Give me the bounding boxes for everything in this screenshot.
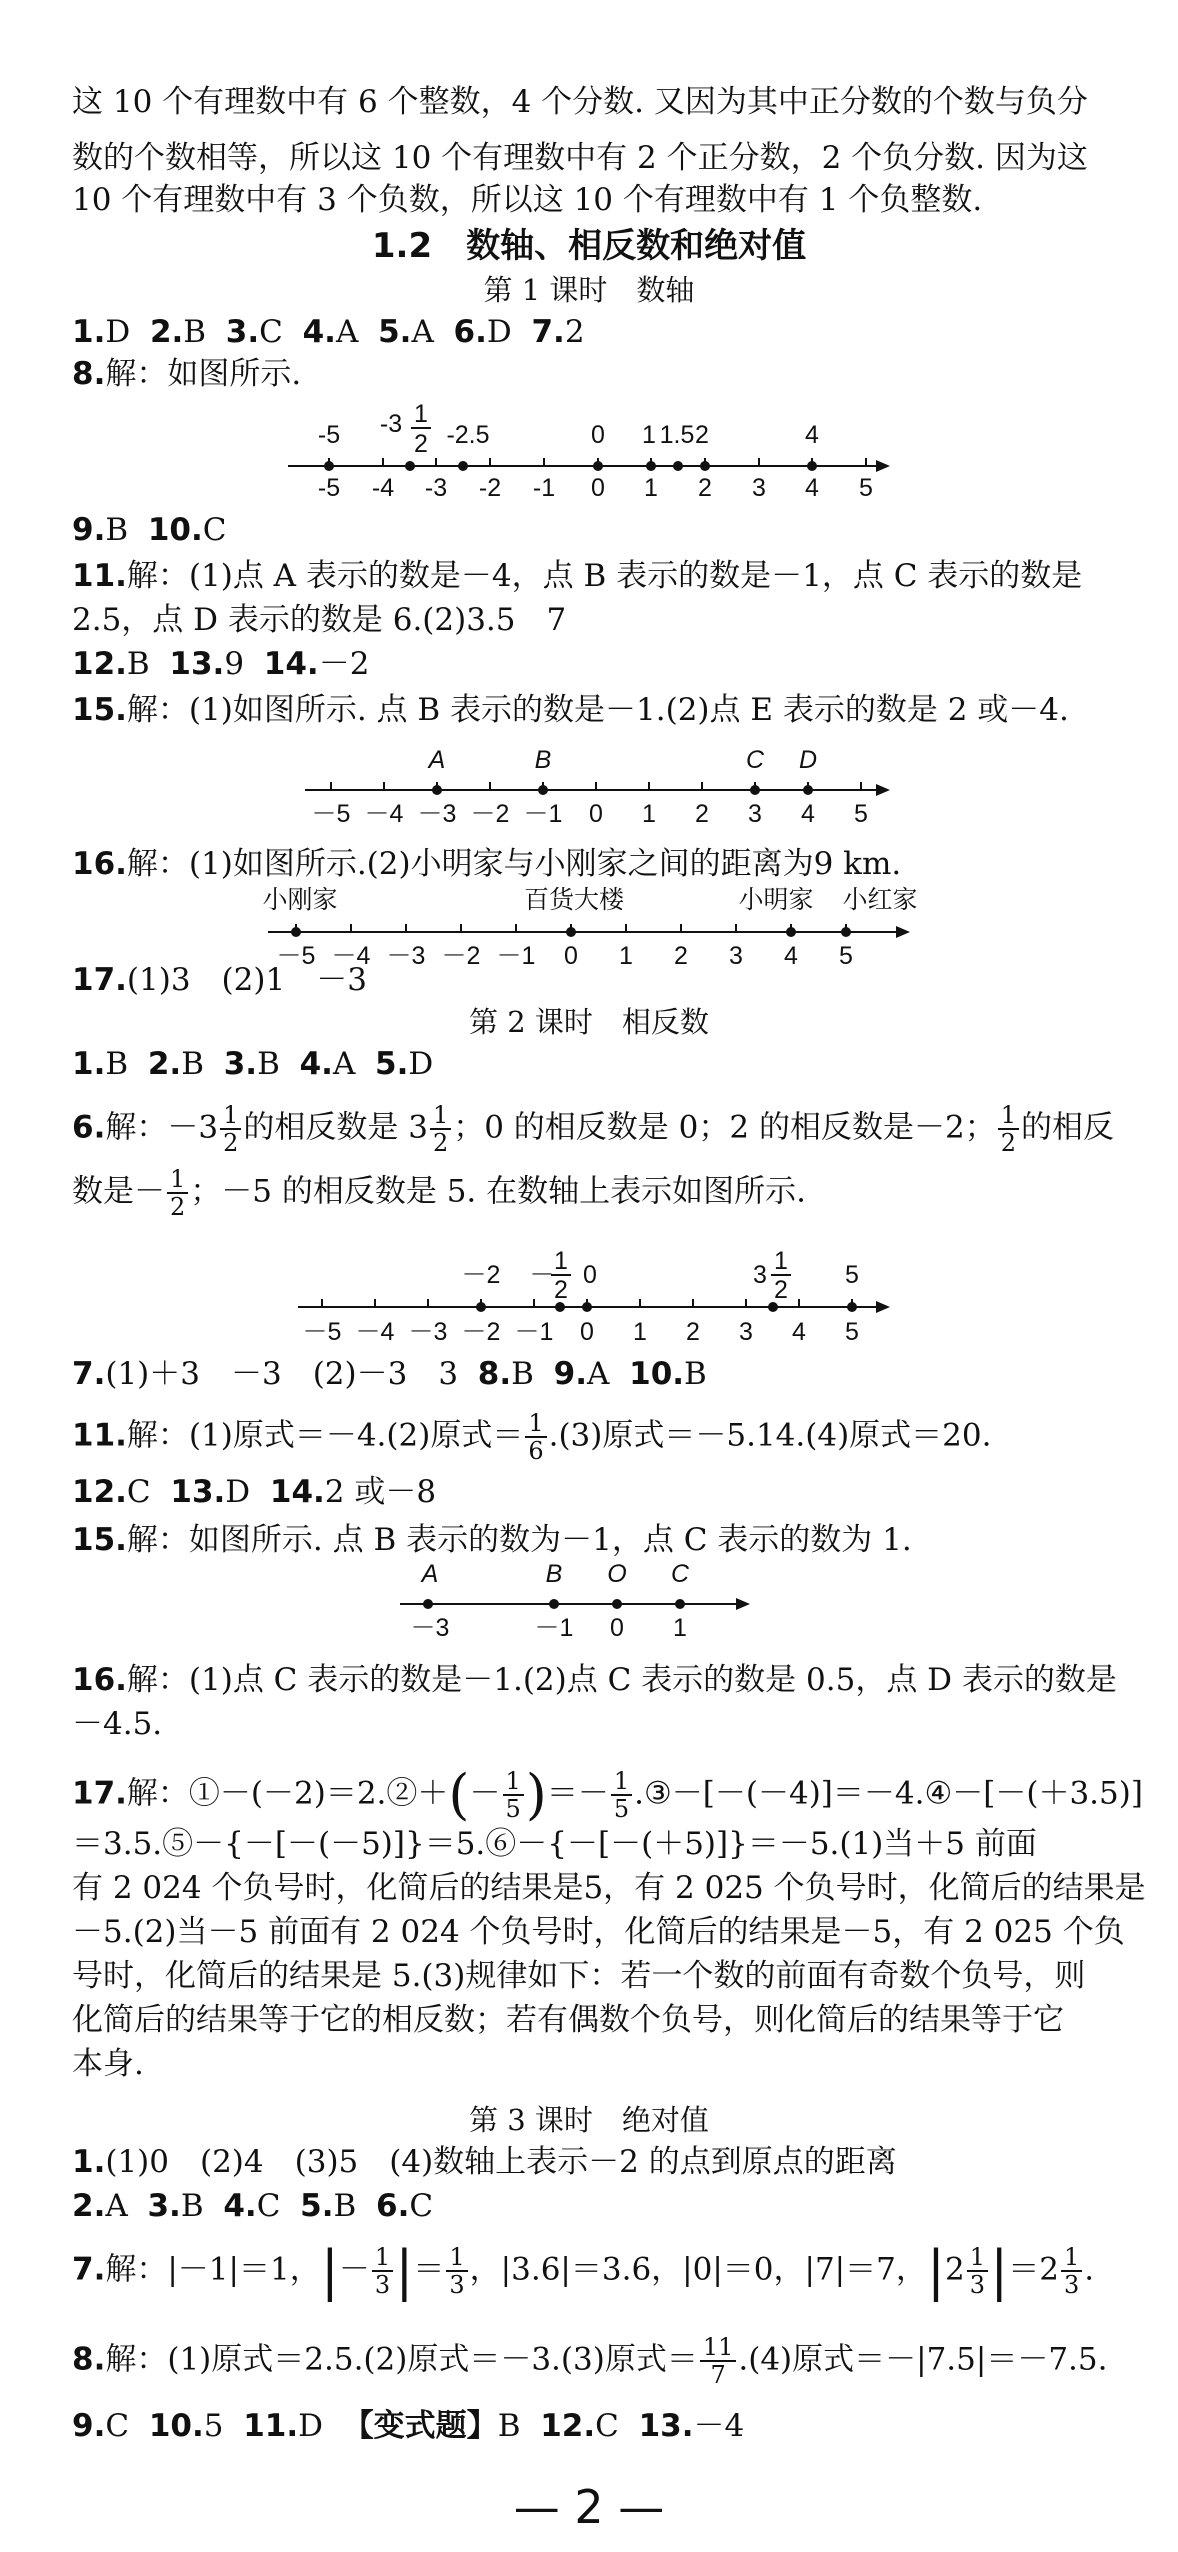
point-label-numerator: 1 (554, 1247, 568, 1275)
point-label: B (545, 1560, 563, 1588)
answer-line: 8.解：(1)原式＝2.5.(2)原式＝－3.(3)原式＝ $\frac{11}{7}$ .(4)原式＝－|7.5|＝－7.5. (72, 2333, 1108, 2389)
point-label: 1.5 (659, 421, 695, 449)
tick-label: －2 (461, 1318, 501, 1346)
point-label: C (670, 1560, 690, 1588)
fraction: $\frac{1}{2}$ (998, 1102, 1019, 1156)
fraction: $\frac{11}{7}$ (700, 2334, 737, 2388)
answer-line: 1.B 2.B 3.B 4.A 5.D (72, 1046, 434, 1082)
answer-line: 化简后的结果等于它的相反数；若有偶数个负号，则化简后的结果等于它 (72, 2002, 1064, 2038)
lesson-title: 第 1 课时 数轴 (483, 273, 695, 307)
answer-line: 16.解：(1)点 C 表示的数是－1.(2)点 C 表示的数是 0.5，点 D 表示的数是 (72, 1662, 1117, 1698)
answer-line: 8.解：如图所示. (72, 356, 302, 392)
point-marker (549, 1599, 559, 1609)
point-label: B (534, 746, 552, 774)
answer-line: －5.(2)当－5 前面有 2 024 个负号时，化简后的结果是－5，有 2 025 个负 (72, 1914, 1125, 1950)
answer-line: 号时，化简后的结果是 5.(3)规律如下：若一个数的前面有奇数个负号，则 (72, 1958, 1086, 1994)
tick-label: 2 (686, 1318, 700, 1346)
point-label-numerator: 1 (774, 1247, 788, 1275)
point-label: 4 (805, 421, 819, 449)
answer-line: ＝3.5.⑤－{－[－(－5)]}＝5.⑥－{－[－(＋5)]}＝－5.(1)当＋5 前面 (72, 1826, 1037, 1862)
answer-line: 1.(1)0 (2)4 (3)5 (4)数轴上表示－2 的点到原点的距离 (72, 2144, 897, 2180)
intro-line: 数的个数相等，所以这 10 个有理数中有 2 个正分数，2 个负分数. 因为这 (72, 140, 1088, 176)
tick-label: -1 (532, 474, 556, 502)
point-label: 0 (583, 1261, 597, 1289)
tick-label: 0 (564, 942, 578, 970)
tick-label: －1 (523, 800, 563, 828)
fraction: $\frac{1}{3}$ (446, 2244, 467, 2298)
answer-line: 有 2 024 个负号时，化简后的结果是5，有 2 025 个负号时，化简后的结果是 (72, 1870, 1146, 1906)
answer-line: 11.解：(1)原式＝－4.(2)原式＝ $\frac{1}{6}$ .(3)原式＝－5.14.(4)原式＝20. (72, 1409, 992, 1465)
tick-label: 2 (698, 474, 712, 502)
point-label: D (798, 746, 818, 774)
answer-line: 15.解：(1)如图所示. 点 B 表示的数是－1.(2)点 E 表示的数是 2 或－4. (72, 692, 1069, 728)
tick-label: 4 (805, 474, 819, 502)
answer-line: 12.C 13.D 14.2 或－8 (72, 1474, 437, 1510)
fraction: $\frac{1}{2}$ (430, 1102, 451, 1156)
fraction: $\frac{1}{3}$ (372, 2244, 393, 2298)
answer-line: 9.C 10.5 11.D 【变式题】B 12.C 13.－4 (72, 2408, 745, 2444)
answer-line: －4.5. (72, 1706, 163, 1742)
tick-label: －2 (441, 942, 481, 970)
tick-label: －2 (470, 800, 510, 828)
tick-label: 4 (792, 1318, 806, 1346)
point-marker (612, 1599, 622, 1609)
tick-label: －5 (276, 942, 316, 970)
tick-label: －3 (408, 1318, 448, 1346)
tick-label: －4 (331, 942, 371, 970)
section-title: 1.2 数轴、相反数和绝对值 (371, 226, 807, 266)
answer-line: 15.解：如图所示. 点 B 表示的数为－1，点 C 表示的数为 1. (72, 1522, 912, 1558)
point-label: 小刚家 (262, 886, 338, 914)
tick-label: －5 (302, 1318, 342, 1346)
tick-label: 3 (739, 1318, 753, 1346)
point-label: -2.5 (446, 421, 490, 449)
answer-line: 11.解：(1)点 A 表示的数是－4，点 B 表示的数是－1，点 C 表示的数是 (72, 558, 1083, 594)
point-marker (423, 1599, 433, 1609)
tick-label: 0 (580, 1318, 594, 1346)
tick-label: 5 (854, 800, 868, 828)
point-label: －2 (461, 1261, 501, 1289)
tick-label: 4 (784, 942, 798, 970)
point-label: A (421, 1560, 439, 1588)
tick-label: 5 (859, 474, 873, 502)
tick-label: －1 (534, 1614, 574, 1642)
tick-label: 0 (591, 474, 605, 502)
tick-label: 2 (695, 800, 709, 828)
point-label: － (529, 1261, 555, 1289)
tick-label: 2 (674, 942, 688, 970)
point-label: C (745, 746, 765, 774)
point-label: O (607, 1560, 627, 1588)
tick-label: -5 (317, 474, 341, 502)
tick-label: －3 (386, 942, 426, 970)
tick-label: 1 (644, 474, 658, 502)
tick-label: 1 (633, 1318, 647, 1346)
fraction: $\frac{1}{2}$ (167, 1166, 188, 1220)
tick-label: -4 (371, 474, 395, 502)
tick-label: －3 (410, 1614, 450, 1642)
tick-label: -2 (478, 474, 502, 502)
fraction: $\frac{1}{3}$ (1061, 2244, 1082, 2298)
intro-line: 10 个有理数中有 3 个负数，所以这 10 个有理数中有 1 个负整数. (72, 182, 983, 218)
point-label-denominator: 2 (414, 430, 428, 458)
point-label: 百货大楼 (523, 886, 625, 914)
point-label: 2 (695, 421, 709, 449)
tick-label: －1 (496, 942, 536, 970)
fraction: $\frac{1}{6}$ (525, 1410, 546, 1464)
answer-line: 17.(1)3 (2)1 －3 (72, 962, 367, 998)
answer-line: 本身. (72, 2046, 144, 2082)
answer-line: 17.解：①－(－2)＝2.②＋(－ $\frac{1}{5}$ )＝－ $\frac{1}{5}$ .③－[－(－4)]＝－4.④－[－(＋3.5)] (72, 1763, 1143, 1826)
tick-label: 5 (845, 1318, 859, 1346)
point-label: A (428, 746, 446, 774)
answer-line: 12.B 13.9 14.－2 (72, 646, 370, 682)
answer-line: 9.B 10.C (72, 512, 227, 548)
tick-label: 3 (748, 800, 762, 828)
point-label: -3 (379, 410, 403, 438)
answer-line: 数是－ $\frac{1}{2}$ ；－5 的相反数是 5. 在数轴上表示如图所示. (72, 1165, 806, 1221)
answer-line: 1.D 2.B 3.C 4.A 5.A 6.D 7.2 (72, 314, 585, 350)
tick-label: 1 (642, 800, 656, 828)
point-label: 小红家 (842, 886, 918, 914)
tick-label: 5 (839, 942, 853, 970)
point-label: 5 (845, 1261, 859, 1289)
tick-label: 0 (589, 800, 603, 828)
point-label-numerator: 1 (414, 400, 428, 428)
tick-label: －4 (364, 800, 404, 828)
tick-label: -3 (424, 474, 448, 502)
answer-line: 7.解：|－1|＝1，|－ $\frac{1}{3}$ |＝ $\frac{1}{3}$ ，|3.6|＝3.6，|0|＝0，|7|＝7，|2 $\frac{1}{3}$ |＝2 $\frac{1}{3}$ . (72, 2239, 1095, 2302)
tick-label: －5 (311, 800, 351, 828)
fraction: $\frac{1}{3}$ (967, 2244, 988, 2298)
tick-label: 1 (673, 1614, 687, 1642)
answer-line: 6.解：－3 $\frac{1}{2}$ 的相反数是 3 $\frac{1}{2}$ ；0 的相反数是 0；2 的相反数是－2； $\frac{1}{2}$ 的相反 (72, 1101, 1114, 1157)
tick-label: 4 (801, 800, 815, 828)
point-label-denominator: 2 (774, 1276, 788, 1304)
fraction: $\frac{1}{2}$ (220, 1102, 241, 1156)
tick-label: －4 (355, 1318, 395, 1346)
tick-label: －3 (417, 800, 457, 828)
point-label: -5 (317, 421, 341, 449)
lesson-title: 第 2 课时 相反数 (469, 1005, 709, 1039)
point-label: 3 (753, 1261, 767, 1289)
intro-line: 这 10 个有理数中有 6 个整数，4 个分数. 又因为其中正分数的个数与负分 (72, 84, 1088, 120)
answer-line: 7.(1)＋3 －3 (2)－3 3 8.B 9.A 10.B (72, 1356, 707, 1392)
point-label: 小明家 (738, 886, 814, 914)
fraction: $\frac{1}{5}$ (611, 1768, 632, 1822)
answer-line: 2.A 3.B 4.C 5.B 6.C (72, 2188, 434, 2224)
page-number: — 2 — (513, 2480, 665, 2534)
tick-label: －1 (514, 1318, 554, 1346)
point-marker (675, 1599, 685, 1609)
point-label: 0 (591, 421, 605, 449)
tick-label: 3 (729, 942, 743, 970)
answer-line: 16.解：(1)如图所示.(2)小明家与小刚家之间的距离为9 km. (72, 846, 902, 882)
point-label-denominator: 2 (554, 1276, 568, 1304)
answer-line: 2.5，点 D 表示的数是 6.(2)3.5 7 (72, 602, 567, 638)
tick-label: 1 (619, 942, 633, 970)
lesson-title: 第 3 课时 绝对值 (469, 2103, 709, 2137)
fraction: $\frac{1}{5}$ (503, 1768, 524, 1822)
point-label: 1 (642, 421, 656, 449)
tick-label: 0 (610, 1614, 624, 1642)
tick-label: 3 (752, 474, 766, 502)
